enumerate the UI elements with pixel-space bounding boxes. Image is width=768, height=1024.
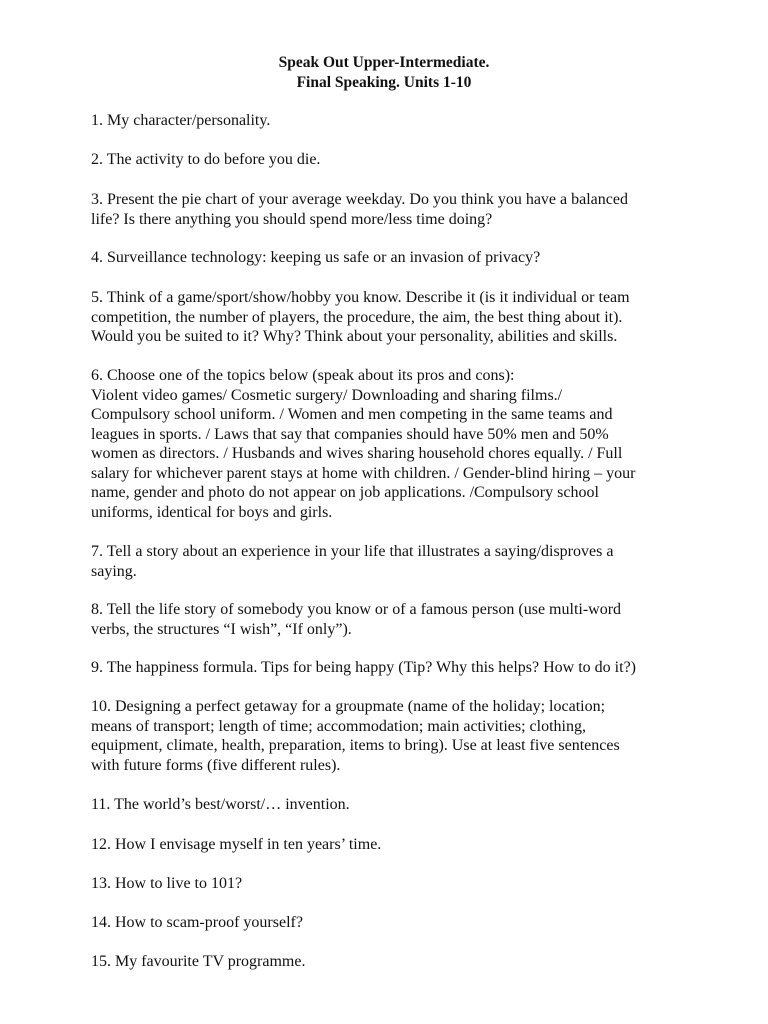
question-item-9 — [91, 658, 731, 678]
question-line: with future forms (five different rules). — [91, 756, 341, 774]
question-line: 2. The activity to do before you die. — [91, 151, 321, 168]
question-line: leagues in sports. / Laws that say that companies should have 50% men and 50% — [91, 425, 609, 443]
question-line: Would you be suited to it? Why? Think about your personality, abilities and skills. — [91, 328, 618, 345]
question-line: 7. Tell a story about an experience in your life that illustrates a saying/disproves a — [91, 543, 614, 560]
question-item-3 — [91, 190, 731, 229]
question-line: 8. Tell the life story of somebody you know or of a famous person (use multi-word — [91, 601, 622, 618]
question-line: means of transport; length of time; accommodation; main activities; clothing, — [91, 717, 586, 735]
question-item-6 — [91, 366, 731, 522]
question-line: 6. Choose one of the topics below (speak about its pros and cons): — [91, 367, 515, 384]
question-line: 5. Think of a game/sport/show/hobby you know. Describe it (is it individual or team — [91, 289, 630, 306]
question-line: 3. Present the pie chart of your average weekday. Do you think you have a balanced — [91, 191, 628, 208]
document-title: Speak Out Upper-Intermediate. — [278, 54, 490, 71]
question-line: 13. How to live to 101? — [91, 875, 243, 892]
question-item-2 — [91, 150, 731, 170]
question-item-4 — [91, 248, 731, 268]
question-line: 14. How to scam-proof yourself? — [91, 914, 303, 931]
question-line: 1. My character/personality. — [91, 112, 271, 129]
question-item-10 — [91, 697, 731, 775]
question-line: verbs, the structures “I wish”, “If only”). — [91, 620, 352, 638]
question-line: Violent video games/ Cosmetic surgery/ Downloading and sharing films./ — [91, 386, 563, 404]
question-line: saying. — [91, 562, 137, 580]
question-line: name, gender and photo do not appear on job applications. /Compulsory school — [91, 484, 599, 501]
question-line: salary for whichever parent stays at home with children. / Gender-blind hiring – your — [91, 464, 636, 482]
question-line: 4. Surveillance technology: keeping us safe or an invasion of privacy? — [91, 249, 541, 266]
question-item-8 — [91, 600, 731, 639]
question-line: 11. The world’s best/worst/… invention. — [91, 796, 350, 813]
question-line: Compulsory school uniform. / Women and men competing in the same teams and — [91, 406, 613, 423]
question-line: equipment, climate, health, preparation, items to bring). Use at least five sentences — [91, 737, 620, 754]
question-line: competition, the number of players, the procedure, the aim, the best thing about it). — [91, 308, 623, 326]
document-subtitle: Final Speaking. Units 1-10 — [296, 74, 472, 91]
question-item-14 — [91, 913, 731, 933]
question-line: life? Is there anything you should spend more/less time doing? — [91, 210, 493, 228]
question-line: women as directors. / Husbands and wives sharing household chores equally. / Full — [91, 445, 623, 462]
question-line: 15. My favourite TV programme. — [91, 953, 306, 970]
question-item-12 — [91, 835, 731, 855]
question-item-5 — [91, 288, 731, 347]
question-line: 12. How I envisage myself in ten years’ time. — [91, 836, 382, 853]
question-item-7 — [91, 542, 731, 581]
question-line: 10. Designing a perfect getaway for a groupmate (name of the holiday; location; — [91, 698, 606, 715]
question-item-1 — [91, 111, 731, 131]
question-item-15 — [91, 952, 731, 972]
question-line: uniforms, identical for boys and girls. — [91, 503, 333, 521]
question-item-11 — [91, 795, 731, 815]
question-item-13 — [91, 874, 731, 894]
question-line: 9. The happiness formula. Tips for being happy (Tip? Why this helps? How to do it?) — [91, 659, 636, 676]
